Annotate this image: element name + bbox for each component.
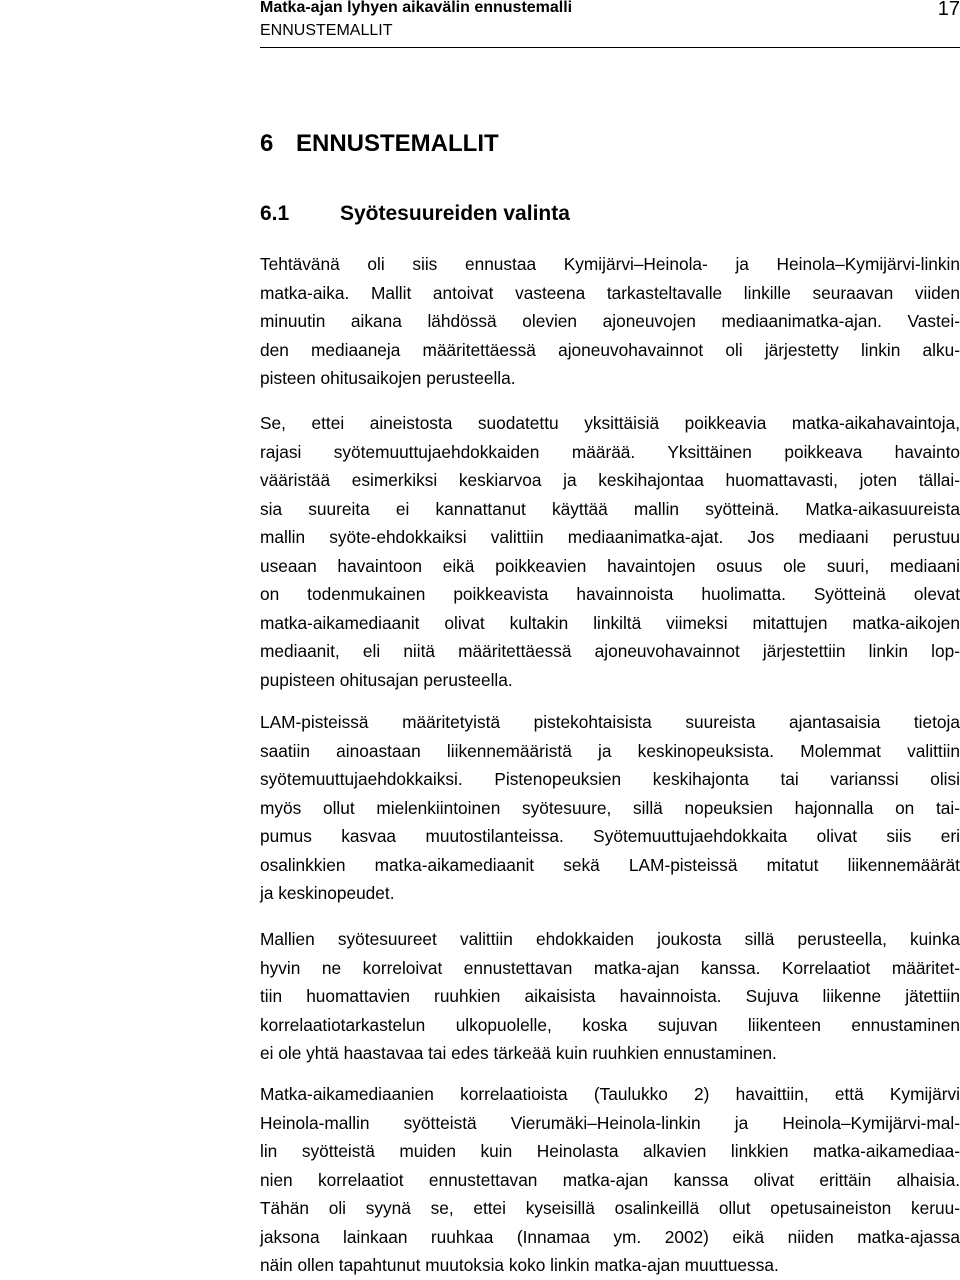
text-line: sia suureita ei kannattanut käyttää mallin syötteinä. Matka-aikasuureista (260, 498, 960, 519)
text-line: tiin huomattavien ruuhkien aikaisista havainnoista. Sujuva liikenne jätettiin (260, 986, 960, 1006)
text-line: näin ollen tapahtunut muutoksia koko linkin matka-ajan muuttuessa. (260, 1255, 779, 1275)
document-title: Matka-ajan lyhyen aikavälin ennustemalli (260, 0, 573, 16)
subsection-title: Syötesuureiden valinta (340, 202, 570, 225)
text-line: den mediaaneja määritettäessä ajoneuvohavainnot oli järjestetty linkin alku- (260, 339, 960, 360)
paragraph (260, 250, 960, 393)
paragraph (260, 1080, 960, 1280)
text-line: ja keskinopeudet. (260, 883, 395, 903)
subsection-number: 6.1 (260, 202, 290, 225)
text-line: matka-aika. Mallit antoivat vasteena tarkasteltavalle linkille seuraavan viiden (260, 282, 960, 303)
text-line: Heinola-mallin syötteistä Vierumäki–Heinola-linkin ja Heinola–Kymijärvi-mal- (260, 1112, 960, 1133)
paragraph (260, 708, 960, 908)
text-line: mallin syöte-ehdokkaiksi valittiin mediaanimatka-ajat. Jos mediaani perustuu (260, 527, 960, 547)
chapter-name: ENNUSTEMALLIT (260, 22, 393, 39)
text-line: Tähän oli syynä se, ettei kyseisillä osalinkeillä ollut opetusaineiston keruu- (260, 1198, 960, 1218)
text-line: on todenmukainen poikkeavista havainnoista huolimatta. Syötteinä olevat (260, 584, 960, 604)
text-line: myös ollut mielenkiintoinen syötesuure, sillä nopeuksien hajonnalla on tai- (260, 797, 960, 818)
text-line: lin syötteistä muiden kuin Heinolasta alkavien linkkien matka-aikamediaa- (260, 1141, 960, 1161)
text-line: hyvin ne korreloivat ennustettavan matka-ajan kanssa. Korrelaatiot määritet- (260, 957, 960, 978)
text-line: rajasi syötemuuttujaehdokkaiden määrää. Yksittäinen poikkeava havainto (260, 441, 960, 462)
text-line: useaan havaintoon eikä poikkeavien havaintojen osuus ole suuri, mediaani (260, 555, 960, 576)
text-line: saatiin ainoastaan liikennemääristä ja keskinopeuksista. Molemmat valittiin (260, 740, 960, 761)
subsection-heading (260, 200, 570, 228)
text-line: osalinkkien matka-aikamediaanit sekä LAM-pisteissä mitatut liikennemäärät (260, 854, 960, 875)
paragraph (260, 925, 960, 1068)
text-line: pisteen ohitusaikojen perusteella. (260, 368, 516, 388)
text-line: Se, ettei aineistosta suodatettu yksittäisiä poikkeavia matka-aikahavaintoja, (260, 413, 960, 433)
text-line: Matka-aikamediaanien korrelaatioista (Taulukko 2) havaittiin, että Kymijärvi (260, 1084, 960, 1104)
text-line: Mallien syötesuureet valittiin ehdokkaiden joukosta sillä perusteella, kuinka (260, 929, 960, 949)
text-line: syötemuuttujaehdokkaiksi. Pistenopeuksien keskihajonta tai varianssi olisi (260, 769, 960, 789)
text-line: LAM-pisteissä määritetyistä pistekohtaisista suureista ajantasaisia tietoja (260, 712, 960, 732)
text-line: minuutin aikana lähdössä olevien ajoneuvojen mediaanimatka-ajan. Vastei- (260, 311, 960, 331)
header-divider (260, 47, 960, 48)
section-number: 6 (260, 130, 274, 157)
page-number: 17 (937, 0, 960, 20)
text-line: pumus kasvaa muutostilanteissa. Syötemuuttujaehdokkaita olivat siis eri (260, 826, 960, 846)
text-line: pupisteen ohitusajan perusteella. (260, 669, 513, 690)
paragraph (260, 409, 960, 694)
text-line: vääristää esimerkiksi keskiarvoa ja keskihajontaa huomattavasti, joten tällai- (260, 470, 960, 490)
section-title: ENNUSTEMALLIT (296, 130, 499, 157)
text-line: jaksona lainkaan ruuhkaa (Innamaa ym. 2002) eikä niiden matka-ajassa (260, 1226, 960, 1247)
section-heading (260, 128, 499, 160)
text-line: Tehtävänä oli siis ennustaa Kymijärvi–Heinola- ja Heinola–Kymijärvi-linkin (260, 254, 960, 274)
text-line: ei ole yhtä haastavaa tai edes tärkeää kuin ruuhkien ennustaminen. (260, 1043, 777, 1063)
text-line: matka-aikamediaanit olivat kultakin linkiltä viimeksi mitattujen matka-aikojen (260, 612, 960, 633)
text-line: korrelaatiotarkastelun ulkopuolelle, koska sujuvan liikenteen ennustaminen (260, 1014, 960, 1035)
text-line: mediaanit, eli niitä määritettäessä ajoneuvohavainnot järjestettiin linkin lop- (260, 641, 960, 661)
text-line: nien korrelaatiot ennustettavan matka-ajan kanssa olivat erittäin alhaisia. (260, 1169, 960, 1190)
